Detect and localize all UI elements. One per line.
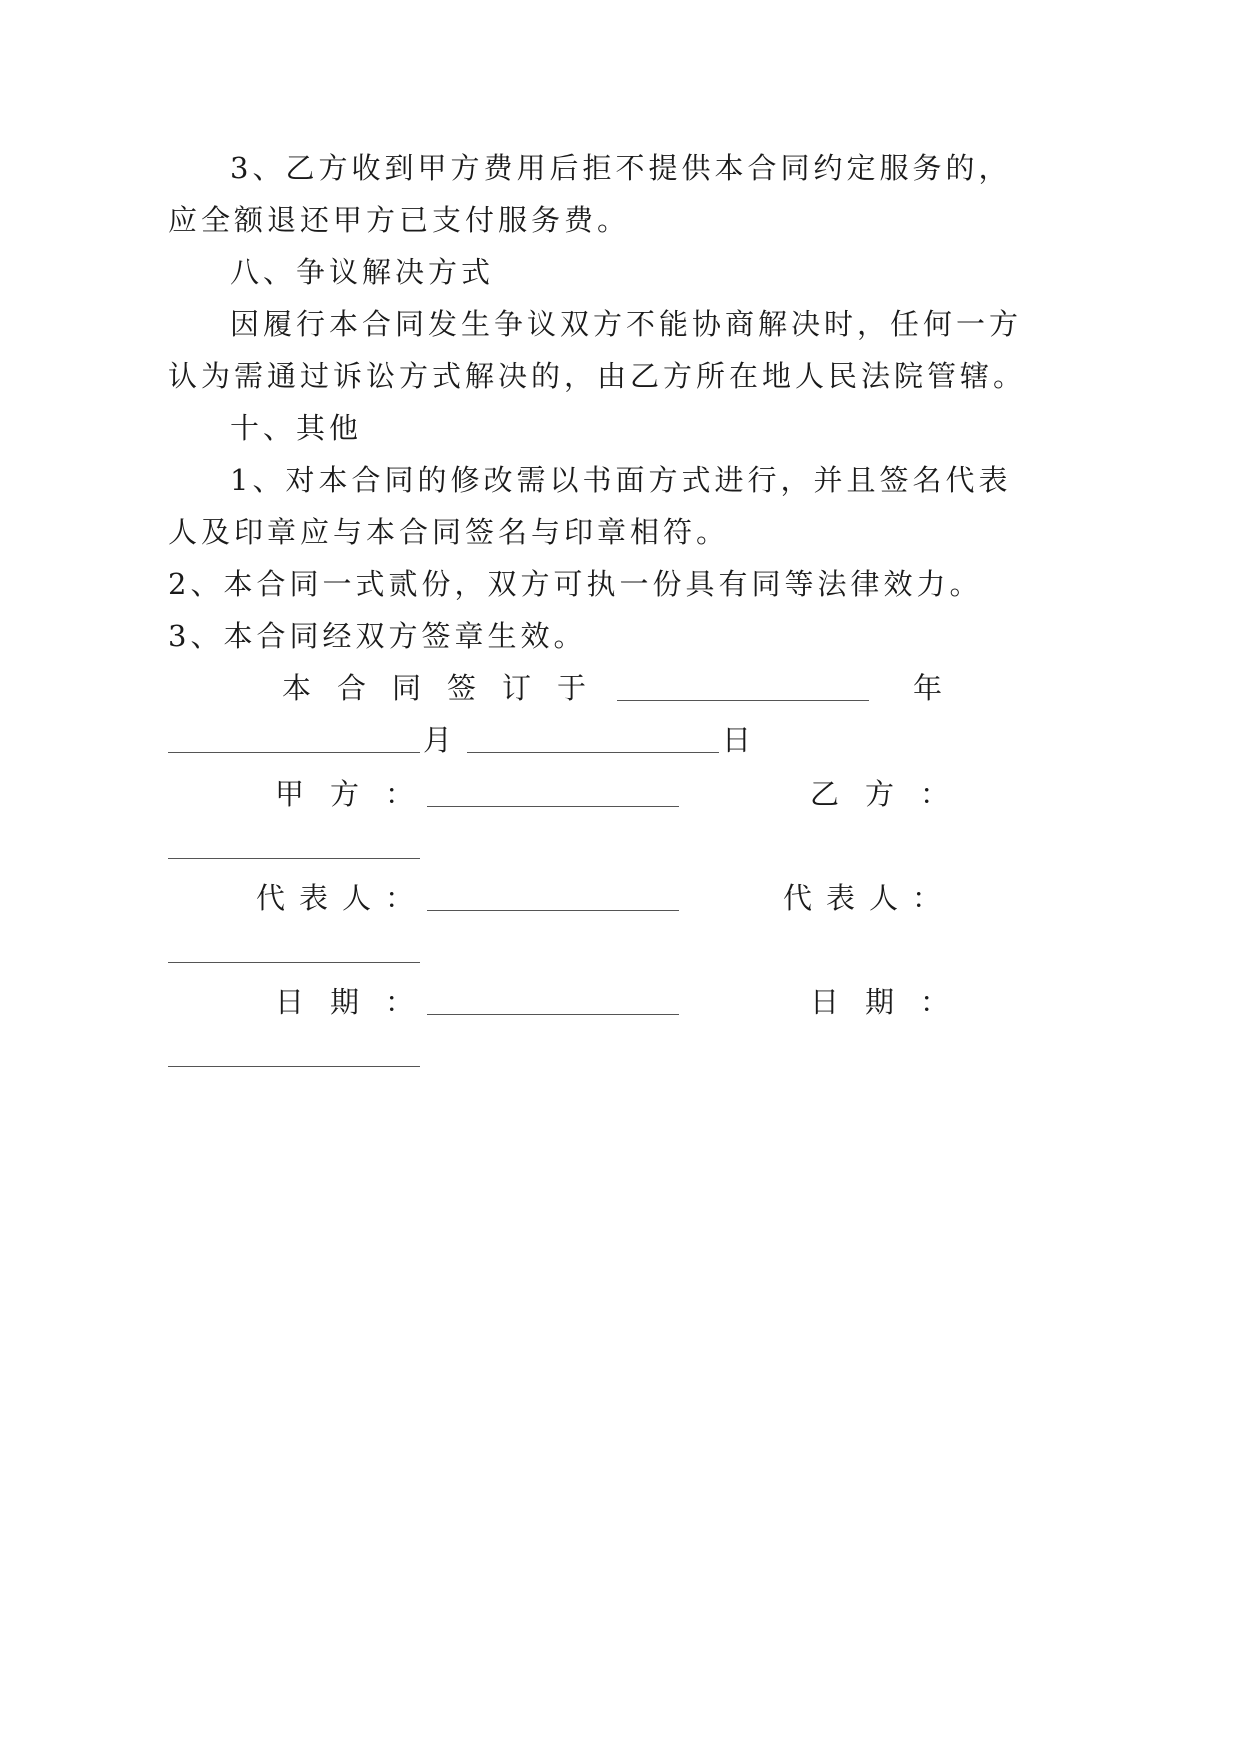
section-10-item-2: 2、本合同一式贰份，双方可执一份具有同等法律效力。 — [168, 567, 983, 601]
signed-on-label: 本合同签订于 — [282, 671, 613, 705]
section-8-heading: 八、争议解决方式 — [230, 255, 495, 289]
year-blank[interactable] — [617, 700, 869, 701]
party-a-label: 甲方： — [275, 777, 441, 811]
party-a-blank[interactable] — [427, 806, 679, 807]
day-blank[interactable] — [467, 752, 719, 753]
rep-a-blank[interactable] — [427, 910, 679, 911]
rep-b-label: 代表人： — [783, 881, 956, 915]
date-b-blank[interactable] — [168, 1066, 420, 1067]
clause-7-item-3-line-1: 3、乙方收到甲方费用后拒不提供本合同约定服务的， — [230, 151, 1012, 185]
date-b-label: 日期： — [810, 985, 976, 1019]
section-10-heading: 十、其他 — [230, 411, 363, 445]
month-label: 月 — [423, 723, 457, 757]
day-label: 日 — [722, 723, 756, 757]
section-10-item-1-line-2: 人及印章应与本合同签名与印章相符。 — [168, 515, 730, 549]
date-a-label: 日期： — [275, 985, 441, 1019]
party-b-label: 乙方： — [810, 777, 976, 811]
section-10-item-3: 3、本合同经双方签章生效。 — [168, 619, 587, 653]
section-10-item-1-line-1: 1、对本合同的修改需以书面方式进行，并且签名代表 — [230, 463, 1012, 497]
date-a-blank[interactable] — [427, 1014, 679, 1015]
rep-b-blank[interactable] — [168, 962, 420, 963]
party-b-blank[interactable] — [168, 858, 420, 859]
clause-7-item-3-line-2: 应全额退还甲方已支付服务费。 — [168, 203, 631, 237]
month-blank[interactable] — [168, 752, 420, 753]
rep-a-label: 代表人： — [256, 881, 429, 915]
section-8-body-line-2: 认为需通过诉讼方式解决的，由乙方所在地人民法院管辖。 — [168, 359, 1027, 393]
section-8-body-line-1: 因履行本合同发生争议双方不能协商解决时，任何一方 — [230, 307, 1023, 341]
year-label: 年 — [913, 671, 947, 705]
